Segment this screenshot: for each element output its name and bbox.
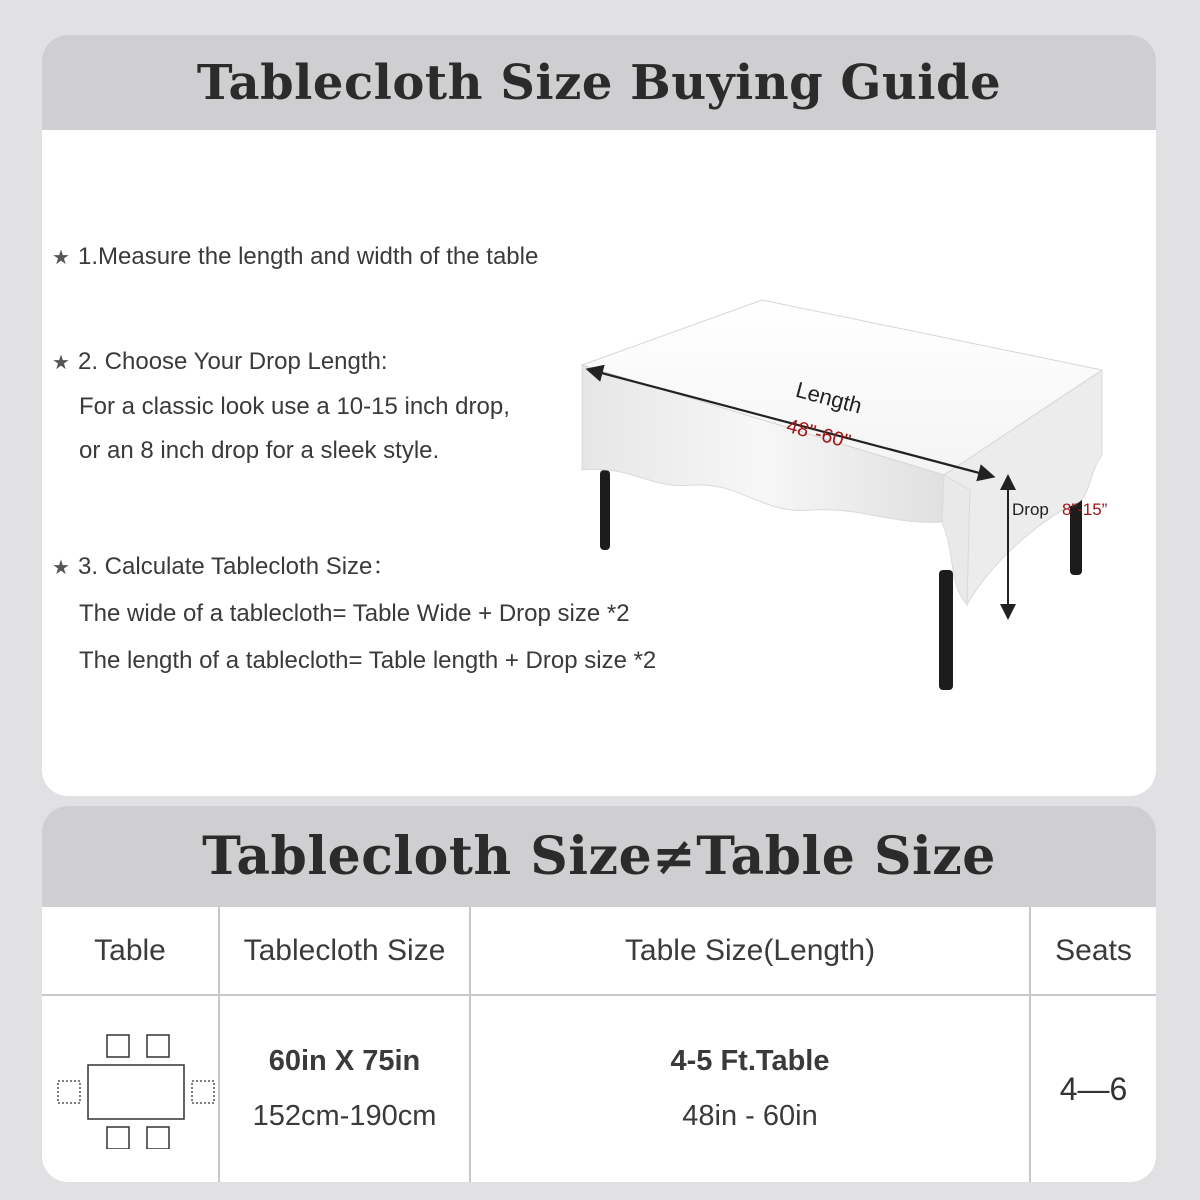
step-1 [52,235,538,280]
table-layout-cell [42,996,218,1182]
guide-title: Tablecloth Size Buying Guide [42,35,1156,130]
header-seats: Seats [1055,933,1132,967]
size-table [42,907,1156,1182]
tablecloth-size-cell [220,996,469,1182]
step-3 [52,545,656,684]
length-value: 48"-60" [784,415,853,454]
step-2-line-2: For a classic look use a 10-15 inch drop, [79,393,510,420]
length-label: Length [793,376,865,419]
buying-guide-card [42,35,1156,796]
star-bullet-icon: ★ [52,557,70,579]
star-bullet-icon: ★ [52,247,70,269]
size-table-card [42,806,1156,1182]
size-table-title: Tablecloth Size≠Table Size [42,806,1156,907]
tablecloth-size-in: 60in X 75in [268,1045,421,1077]
table-size-cell [471,996,1029,1182]
step-3-heading: 3. Calculate Tablecloth Size： [78,553,397,580]
seats-value: 4—6 [1059,1070,1128,1107]
step-2 [52,340,510,473]
step-2-heading: 2. Choose Your Drop Length: [78,348,388,375]
header-tablecloth-size: Tablecloth Size [243,933,446,967]
rectangular-table-with-chairs-icon [45,1029,215,1149]
header-table-size: Table Size(Length) [624,933,876,967]
step-3-line-2: The wide of a tablecloth= Table Wide + Drop size *2 [79,600,630,627]
header-table: Table [94,933,166,967]
table-leg [600,470,610,550]
step-2-line-3: or an 8 inch drop for a sleek style. [79,437,440,464]
drop-label: Drop [1012,500,1049,519]
step-3-line-3: The length of a tablecloth= Table length + Drop size *2 [79,647,657,674]
table-size-ft: 4-5 Ft.Table [670,1045,830,1077]
tablecloth-diagram [572,260,1122,700]
star-bullet-icon: ★ [52,352,70,374]
table-leg [939,570,953,690]
table-size-in: 48in - 60in [682,1100,818,1132]
step-1-text: 1.Measure the length and width of the table [78,243,539,270]
seats-cell [1031,996,1156,1182]
drop-value: 8”-15” [1062,500,1108,519]
tablecloth-size-cm: 152cm-190cm [252,1100,437,1132]
